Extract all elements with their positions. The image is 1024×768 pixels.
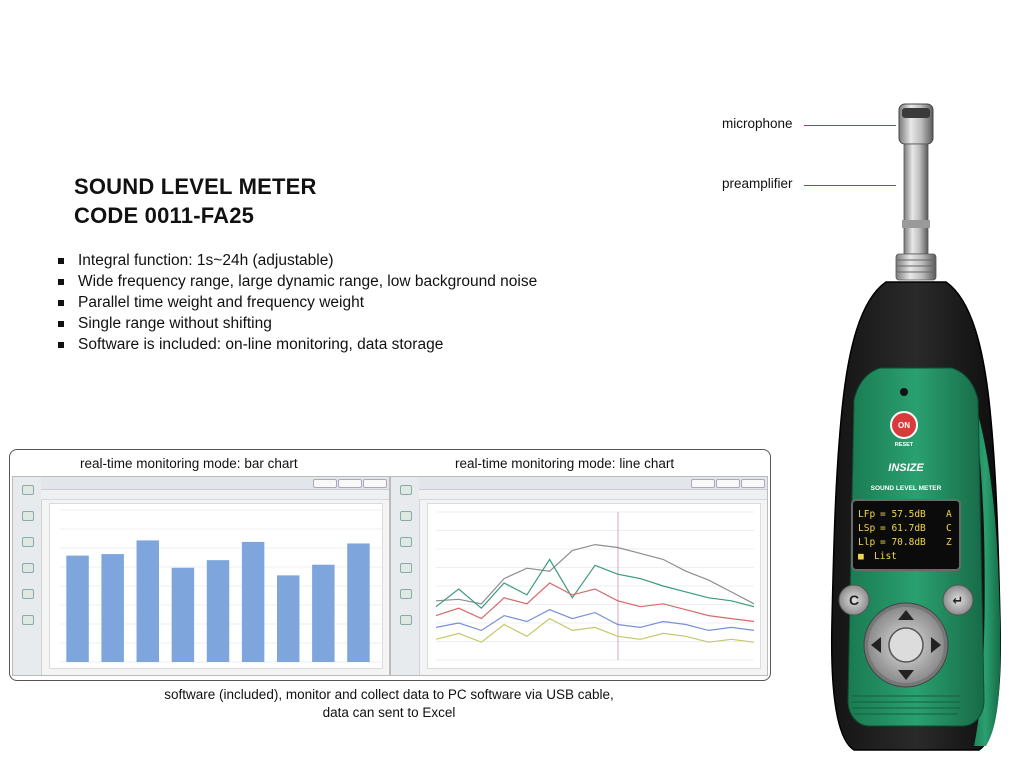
- enter-key-label: ↵: [952, 594, 964, 609]
- feature-text: Software is included: on-line monitoring, data storage: [78, 336, 444, 353]
- bar: [101, 554, 123, 662]
- sidebar-icon: [22, 485, 34, 495]
- sidebar-icon: [22, 563, 34, 573]
- app-toolbar: [41, 490, 389, 500]
- sidebar-icon: [22, 615, 34, 625]
- sidebar-icon: [22, 589, 34, 599]
- bar-chart-svg: [50, 504, 382, 668]
- power-button-label: ON: [898, 421, 910, 430]
- indicator-led: [900, 388, 908, 396]
- product-name: SOUND LEVEL METER: [74, 174, 317, 199]
- bar-plot-area: [49, 503, 383, 669]
- toolbar-button: [691, 479, 715, 488]
- preamplifier: [904, 144, 928, 254]
- product-title: [74, 172, 317, 230]
- line-chart-svg: [428, 504, 760, 668]
- reset-label: RESET: [894, 442, 914, 448]
- bullet-icon: [58, 342, 64, 348]
- device-name-label: SOUND LEVEL METER: [870, 485, 942, 492]
- bar: [242, 542, 264, 662]
- feature-item: [58, 271, 537, 292]
- microphone-grill: [902, 108, 930, 118]
- sidebar-icon: [400, 537, 412, 547]
- preamplifier-callout: preamplifier: [722, 176, 793, 191]
- caption-line: software (included), monitor and collect data to PC software via USB cable,: [164, 687, 614, 702]
- series-line: [436, 583, 754, 622]
- line-chart-mode-label: real-time monitoring mode: line chart: [455, 456, 675, 471]
- bullet-icon: [58, 258, 64, 264]
- feature-list: [58, 250, 537, 355]
- c-key-label: C: [848, 592, 860, 608]
- sidebar-icon: [22, 511, 34, 521]
- sidebar-icon: [22, 537, 34, 547]
- line-chart-screenshot: [390, 476, 768, 676]
- app-sidebar: [13, 477, 42, 675]
- app-titlebar: [41, 477, 389, 490]
- software-caption: [9, 686, 769, 722]
- sidebar-icon: [400, 563, 412, 573]
- caption-line: data can sent to Excel: [322, 705, 456, 720]
- sound-level-meter-image: [814, 100, 1024, 768]
- feature-text: Wide frequency range, large dynamic range, low background noise: [78, 273, 538, 290]
- connector: [896, 254, 936, 280]
- lcd-row-label: Llp: [858, 537, 876, 548]
- bar-chart-mode-label: real-time monitoring mode: bar chart: [80, 456, 298, 471]
- microphone-callout: microphone: [722, 116, 793, 131]
- feature-text: Single range without shifting: [78, 315, 272, 332]
- feature-text: Integral function: 1s~24h (adjustable): [78, 252, 334, 269]
- feature-text: Parallel time weight and frequency weight: [78, 294, 365, 311]
- bar-chart-screenshot: [12, 476, 390, 676]
- preamplifier-ring: [902, 220, 930, 228]
- lcd-row-suffix: C: [946, 523, 952, 534]
- bar: [137, 540, 159, 662]
- bar: [66, 556, 88, 662]
- lcd-row-value: = 57.5dB: [880, 509, 926, 520]
- toolbar-button: [313, 479, 337, 488]
- toolbar-button: [363, 479, 387, 488]
- series-line: [436, 545, 754, 604]
- feature-item: [58, 250, 537, 271]
- bullet-icon: [58, 279, 64, 285]
- sidebar-icon: [400, 485, 412, 495]
- lcd-row-suffix: A: [946, 509, 952, 520]
- bar: [172, 568, 194, 662]
- toolbar-button: [716, 479, 740, 488]
- center-key[interactable]: [889, 628, 923, 662]
- lcd-row-suffix: Z: [946, 537, 952, 548]
- lcd-row-value: = 61.7dB: [880, 523, 926, 534]
- bar: [312, 565, 334, 662]
- bar: [347, 543, 369, 662]
- bullet-icon: [58, 321, 64, 327]
- sidebar-icon: [400, 615, 412, 625]
- lcd-row-label: LSp: [858, 523, 876, 534]
- product-code: CODE 0011-FA25: [74, 203, 255, 228]
- sidebar-icon: [400, 589, 412, 599]
- brand-logo: INSIZE: [888, 462, 924, 474]
- app-titlebar: [419, 477, 767, 490]
- bar: [207, 560, 229, 662]
- lcd-menu-text: List: [874, 551, 897, 562]
- app-toolbar: [419, 490, 767, 500]
- lcd-row-value: = 70.8dB: [880, 537, 926, 548]
- feature-item: [58, 292, 537, 313]
- lcd-row-label: LFp: [858, 509, 876, 520]
- toolbar-button: [741, 479, 765, 488]
- bar: [277, 575, 299, 662]
- line-plot-area: [427, 503, 761, 669]
- toolbar-button: [338, 479, 362, 488]
- software-screenshots-panel: [9, 449, 771, 681]
- bullet-icon: [58, 300, 64, 306]
- app-sidebar: [391, 477, 420, 675]
- feature-item: [58, 334, 537, 355]
- feature-item: [58, 313, 537, 334]
- sidebar-icon: [400, 511, 412, 521]
- lcd-lock-icon: ■: [858, 551, 864, 562]
